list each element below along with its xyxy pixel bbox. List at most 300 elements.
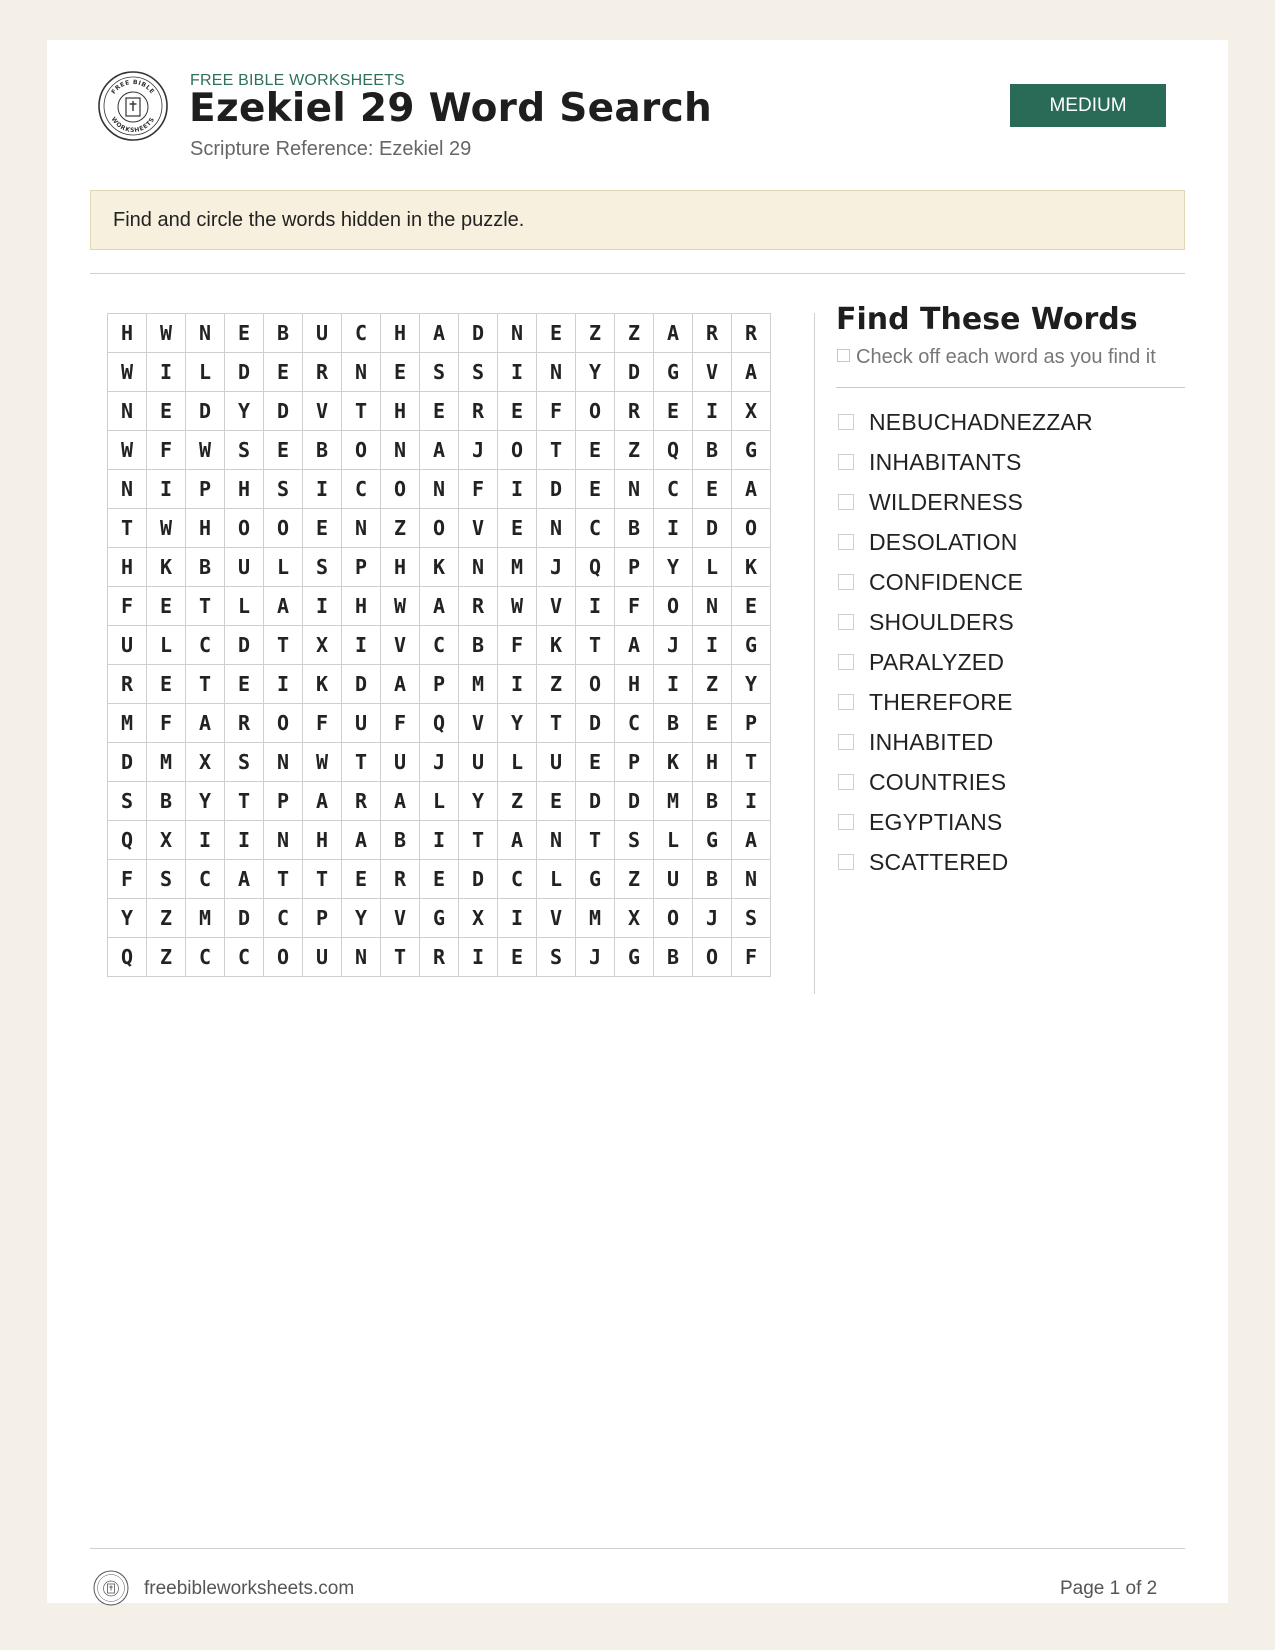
grid-cell[interactable]: A: [225, 860, 264, 899]
grid-cell[interactable]: U: [381, 743, 420, 782]
grid-cell[interactable]: T: [186, 665, 225, 704]
grid-cell[interactable]: F: [108, 860, 147, 899]
grid-cell[interactable]: D: [225, 899, 264, 938]
grid-cell[interactable]: T: [576, 626, 615, 665]
grid-cell[interactable]: E: [225, 314, 264, 353]
word-checkbox[interactable]: [838, 574, 854, 590]
grid-cell[interactable]: O: [342, 431, 381, 470]
grid-cell[interactable]: L: [420, 782, 459, 821]
grid-cell[interactable]: R: [459, 392, 498, 431]
grid-cell[interactable]: B: [381, 821, 420, 860]
grid-cell[interactable]: H: [693, 743, 732, 782]
grid-cell[interactable]: V: [537, 587, 576, 626]
word-list-item[interactable]: [836, 522, 1093, 562]
grid-cell[interactable]: O: [576, 665, 615, 704]
grid-cell[interactable]: I: [420, 821, 459, 860]
word-checkbox[interactable]: [838, 774, 854, 790]
grid-cell[interactable]: I: [498, 353, 537, 392]
grid-cell[interactable]: N: [186, 314, 225, 353]
grid-cell[interactable]: H: [381, 314, 420, 353]
grid-cell[interactable]: N: [693, 587, 732, 626]
grid-cell[interactable]: I: [264, 665, 303, 704]
grid-cell[interactable]: W: [147, 314, 186, 353]
grid-cell[interactable]: C: [615, 704, 654, 743]
grid-cell[interactable]: H: [186, 509, 225, 548]
grid-cell[interactable]: L: [654, 821, 693, 860]
grid-cell[interactable]: G: [732, 431, 771, 470]
grid-cell[interactable]: T: [186, 587, 225, 626]
grid-cell[interactable]: N: [264, 821, 303, 860]
grid-cell[interactable]: R: [420, 938, 459, 977]
grid-cell[interactable]: I: [654, 509, 693, 548]
grid-cell[interactable]: D: [576, 782, 615, 821]
grid-cell[interactable]: T: [225, 782, 264, 821]
grid-cell[interactable]: O: [420, 509, 459, 548]
grid-cell[interactable]: C: [576, 509, 615, 548]
grid-cell[interactable]: P: [264, 782, 303, 821]
grid-cell[interactable]: F: [615, 587, 654, 626]
grid-cell[interactable]: E: [147, 665, 186, 704]
grid-cell[interactable]: O: [264, 938, 303, 977]
grid-cell[interactable]: D: [615, 782, 654, 821]
grid-cell[interactable]: D: [693, 509, 732, 548]
grid-cell[interactable]: J: [654, 626, 693, 665]
grid-cell[interactable]: S: [264, 470, 303, 509]
grid-cell[interactable]: I: [693, 626, 732, 665]
grid-cell[interactable]: I: [732, 782, 771, 821]
grid-cell[interactable]: D: [225, 626, 264, 665]
word-checkbox[interactable]: [838, 534, 854, 550]
grid-cell[interactable]: E: [498, 392, 537, 431]
word-list-item[interactable]: [836, 562, 1093, 602]
grid-cell[interactable]: E: [498, 509, 537, 548]
grid-cell[interactable]: K: [147, 548, 186, 587]
grid-cell[interactable]: S: [225, 431, 264, 470]
grid-cell[interactable]: F: [108, 587, 147, 626]
grid-cell[interactable]: Z: [537, 665, 576, 704]
grid-cell[interactable]: W: [147, 509, 186, 548]
grid-cell[interactable]: A: [381, 782, 420, 821]
word-list-item[interactable]: [836, 482, 1093, 522]
grid-cell[interactable]: N: [108, 470, 147, 509]
grid-cell[interactable]: M: [576, 899, 615, 938]
grid-cell[interactable]: Z: [693, 665, 732, 704]
grid-cell[interactable]: Z: [498, 782, 537, 821]
grid-cell[interactable]: E: [654, 392, 693, 431]
grid-cell[interactable]: E: [342, 860, 381, 899]
grid-cell[interactable]: E: [264, 353, 303, 392]
grid-cell[interactable]: S: [459, 353, 498, 392]
grid-cell[interactable]: S: [108, 782, 147, 821]
grid-cell[interactable]: X: [732, 392, 771, 431]
grid-cell[interactable]: E: [693, 470, 732, 509]
grid-cell[interactable]: N: [420, 470, 459, 509]
grid-cell[interactable]: N: [732, 860, 771, 899]
grid-cell[interactable]: C: [186, 626, 225, 665]
grid-cell[interactable]: F: [147, 431, 186, 470]
grid-cell[interactable]: K: [420, 548, 459, 587]
grid-cell[interactable]: O: [732, 509, 771, 548]
grid-cell[interactable]: B: [693, 431, 732, 470]
grid-cell[interactable]: U: [537, 743, 576, 782]
grid-cell[interactable]: K: [654, 743, 693, 782]
grid-cell[interactable]: W: [303, 743, 342, 782]
grid-cell[interactable]: I: [498, 470, 537, 509]
grid-cell[interactable]: B: [147, 782, 186, 821]
grid-cell[interactable]: I: [342, 626, 381, 665]
grid-cell[interactable]: O: [693, 938, 732, 977]
grid-cell[interactable]: D: [264, 392, 303, 431]
grid-cell[interactable]: D: [576, 704, 615, 743]
grid-cell[interactable]: P: [420, 665, 459, 704]
grid-cell[interactable]: A: [303, 782, 342, 821]
grid-cell[interactable]: E: [420, 860, 459, 899]
grid-cell[interactable]: G: [654, 353, 693, 392]
grid-cell[interactable]: E: [576, 743, 615, 782]
word-checkbox[interactable]: [838, 734, 854, 750]
grid-cell[interactable]: I: [693, 392, 732, 431]
grid-cell[interactable]: P: [615, 743, 654, 782]
grid-cell[interactable]: C: [264, 899, 303, 938]
grid-cell[interactable]: D: [108, 743, 147, 782]
grid-cell[interactable]: O: [498, 431, 537, 470]
grid-cell[interactable]: E: [537, 782, 576, 821]
grid-cell[interactable]: V: [537, 899, 576, 938]
grid-cell[interactable]: P: [342, 548, 381, 587]
grid-cell[interactable]: C: [342, 470, 381, 509]
grid-cell[interactable]: B: [615, 509, 654, 548]
grid-cell[interactable]: H: [615, 665, 654, 704]
grid-cell[interactable]: D: [186, 392, 225, 431]
grid-cell[interactable]: M: [654, 782, 693, 821]
grid-cell[interactable]: W: [498, 587, 537, 626]
grid-cell[interactable]: R: [693, 314, 732, 353]
grid-cell[interactable]: N: [108, 392, 147, 431]
grid-cell[interactable]: D: [615, 353, 654, 392]
grid-cell[interactable]: N: [537, 821, 576, 860]
word-list-item[interactable]: [836, 762, 1093, 802]
grid-cell[interactable]: O: [654, 587, 693, 626]
grid-cell[interactable]: L: [693, 548, 732, 587]
word-checkbox[interactable]: [838, 614, 854, 630]
grid-cell[interactable]: N: [342, 938, 381, 977]
grid-cell[interactable]: X: [459, 899, 498, 938]
grid-cell[interactable]: J: [459, 431, 498, 470]
grid-cell[interactable]: E: [576, 431, 615, 470]
grid-cell[interactable]: G: [576, 860, 615, 899]
grid-cell[interactable]: H: [108, 314, 147, 353]
grid-cell[interactable]: H: [225, 470, 264, 509]
word-checkbox[interactable]: [838, 654, 854, 670]
grid-cell[interactable]: O: [264, 704, 303, 743]
grid-cell[interactable]: P: [615, 548, 654, 587]
grid-cell[interactable]: T: [576, 821, 615, 860]
grid-cell[interactable]: B: [186, 548, 225, 587]
grid-cell[interactable]: F: [303, 704, 342, 743]
grid-cell[interactable]: X: [147, 821, 186, 860]
grid-cell[interactable]: S: [537, 938, 576, 977]
grid-cell[interactable]: E: [303, 509, 342, 548]
word-list-item[interactable]: [836, 842, 1093, 882]
grid-cell[interactable]: E: [693, 704, 732, 743]
grid-cell[interactable]: F: [381, 704, 420, 743]
grid-cell[interactable]: T: [264, 626, 303, 665]
grid-cell[interactable]: Y: [108, 899, 147, 938]
grid-cell[interactable]: U: [303, 938, 342, 977]
grid-cell[interactable]: I: [654, 665, 693, 704]
grid-cell[interactable]: I: [498, 665, 537, 704]
grid-cell[interactable]: A: [381, 665, 420, 704]
word-list-item[interactable]: [836, 802, 1093, 842]
grid-cell[interactable]: Y: [342, 899, 381, 938]
grid-cell[interactable]: I: [147, 353, 186, 392]
grid-cell[interactable]: K: [732, 548, 771, 587]
grid-cell[interactable]: R: [342, 782, 381, 821]
grid-cell[interactable]: N: [537, 509, 576, 548]
grid-cell[interactable]: N: [381, 431, 420, 470]
word-checkbox[interactable]: [838, 694, 854, 710]
footer-site-link[interactable]: freebibleworksheets.com: [144, 1578, 355, 1599]
grid-cell[interactable]: T: [303, 860, 342, 899]
grid-cell[interactable]: R: [459, 587, 498, 626]
grid-cell[interactable]: Z: [615, 860, 654, 899]
grid-cell[interactable]: A: [420, 431, 459, 470]
grid-cell[interactable]: I: [576, 587, 615, 626]
word-checkbox[interactable]: [838, 854, 854, 870]
grid-cell[interactable]: Z: [576, 314, 615, 353]
grid-cell[interactable]: T: [537, 704, 576, 743]
grid-cell[interactable]: I: [225, 821, 264, 860]
grid-cell[interactable]: B: [459, 626, 498, 665]
grid-cell[interactable]: E: [225, 665, 264, 704]
grid-cell[interactable]: M: [147, 743, 186, 782]
grid-cell[interactable]: A: [732, 470, 771, 509]
grid-cell[interactable]: A: [342, 821, 381, 860]
grid-cell[interactable]: Q: [108, 938, 147, 977]
grid-cell[interactable]: M: [459, 665, 498, 704]
grid-cell[interactable]: E: [264, 431, 303, 470]
grid-cell[interactable]: H: [381, 392, 420, 431]
grid-cell[interactable]: E: [732, 587, 771, 626]
grid-cell[interactable]: T: [537, 431, 576, 470]
grid-cell[interactable]: B: [264, 314, 303, 353]
word-list-item[interactable]: [836, 682, 1093, 722]
grid-cell[interactable]: P: [186, 470, 225, 509]
grid-cell[interactable]: B: [693, 860, 732, 899]
grid-cell[interactable]: A: [498, 821, 537, 860]
grid-cell[interactable]: O: [381, 470, 420, 509]
grid-cell[interactable]: Y: [576, 353, 615, 392]
grid-cell[interactable]: F: [147, 704, 186, 743]
word-checkbox[interactable]: [838, 454, 854, 470]
grid-cell[interactable]: P: [303, 899, 342, 938]
grid-cell[interactable]: G: [615, 938, 654, 977]
grid-cell[interactable]: J: [420, 743, 459, 782]
grid-cell[interactable]: Y: [498, 704, 537, 743]
grid-cell[interactable]: O: [264, 509, 303, 548]
grid-cell[interactable]: F: [459, 470, 498, 509]
grid-cell[interactable]: L: [225, 587, 264, 626]
grid-cell[interactable]: D: [537, 470, 576, 509]
grid-cell[interactable]: D: [459, 314, 498, 353]
grid-cell[interactable]: P: [732, 704, 771, 743]
grid-cell[interactable]: E: [147, 392, 186, 431]
grid-cell[interactable]: S: [303, 548, 342, 587]
grid-cell[interactable]: U: [459, 743, 498, 782]
grid-cell[interactable]: C: [654, 470, 693, 509]
grid-cell[interactable]: U: [342, 704, 381, 743]
grid-cell[interactable]: O: [225, 509, 264, 548]
grid-cell[interactable]: A: [420, 314, 459, 353]
grid-cell[interactable]: Y: [225, 392, 264, 431]
grid-cell[interactable]: Q: [654, 431, 693, 470]
grid-cell[interactable]: Y: [732, 665, 771, 704]
grid-cell[interactable]: G: [732, 626, 771, 665]
grid-cell[interactable]: C: [342, 314, 381, 353]
grid-cell[interactable]: Q: [576, 548, 615, 587]
grid-cell[interactable]: Z: [615, 314, 654, 353]
grid-cell[interactable]: K: [537, 626, 576, 665]
grid-cell[interactable]: A: [654, 314, 693, 353]
grid-cell[interactable]: X: [186, 743, 225, 782]
grid-cell[interactable]: G: [693, 821, 732, 860]
grid-cell[interactable]: Z: [147, 899, 186, 938]
grid-cell[interactable]: N: [342, 509, 381, 548]
grid-cell[interactable]: J: [576, 938, 615, 977]
grid-cell[interactable]: E: [537, 314, 576, 353]
grid-cell[interactable]: V: [381, 899, 420, 938]
grid-cell[interactable]: R: [108, 665, 147, 704]
grid-cell[interactable]: V: [693, 353, 732, 392]
word-list-item[interactable]: [836, 442, 1093, 482]
grid-cell[interactable]: A: [186, 704, 225, 743]
grid-cell[interactable]: M: [108, 704, 147, 743]
grid-cell[interactable]: Q: [108, 821, 147, 860]
grid-cell[interactable]: T: [342, 392, 381, 431]
grid-cell[interactable]: H: [381, 548, 420, 587]
grid-cell[interactable]: I: [147, 470, 186, 509]
grid-cell[interactable]: C: [225, 938, 264, 977]
grid-cell[interactable]: Y: [459, 782, 498, 821]
grid-cell[interactable]: Q: [420, 704, 459, 743]
grid-cell[interactable]: U: [303, 314, 342, 353]
grid-cell[interactable]: N: [459, 548, 498, 587]
grid-cell[interactable]: T: [381, 938, 420, 977]
grid-cell[interactable]: Z: [381, 509, 420, 548]
grid-cell[interactable]: A: [732, 821, 771, 860]
word-search-grid[interactable]: [107, 313, 771, 977]
grid-cell[interactable]: V: [381, 626, 420, 665]
grid-cell[interactable]: L: [186, 353, 225, 392]
grid-cell[interactable]: B: [654, 938, 693, 977]
word-list-item[interactable]: [836, 602, 1093, 642]
grid-cell[interactable]: G: [420, 899, 459, 938]
grid-cell[interactable]: R: [615, 392, 654, 431]
word-checkbox[interactable]: [838, 494, 854, 510]
grid-cell[interactable]: J: [693, 899, 732, 938]
grid-cell[interactable]: R: [225, 704, 264, 743]
grid-cell[interactable]: V: [459, 509, 498, 548]
grid-cell[interactable]: U: [225, 548, 264, 587]
word-list-item[interactable]: [836, 642, 1093, 682]
grid-cell[interactable]: M: [186, 899, 225, 938]
word-checkbox[interactable]: [838, 814, 854, 830]
grid-cell[interactable]: E: [381, 353, 420, 392]
grid-cell[interactable]: O: [576, 392, 615, 431]
grid-cell[interactable]: N: [498, 314, 537, 353]
grid-cell[interactable]: C: [186, 860, 225, 899]
grid-cell[interactable]: E: [420, 392, 459, 431]
grid-cell[interactable]: S: [732, 899, 771, 938]
grid-cell[interactable]: W: [108, 431, 147, 470]
grid-cell[interactable]: F: [498, 626, 537, 665]
grid-cell[interactable]: N: [342, 353, 381, 392]
grid-cell[interactable]: T: [342, 743, 381, 782]
grid-cell[interactable]: S: [147, 860, 186, 899]
grid-cell[interactable]: X: [303, 626, 342, 665]
grid-cell[interactable]: A: [615, 626, 654, 665]
grid-cell[interactable]: M: [498, 548, 537, 587]
grid-cell[interactable]: L: [498, 743, 537, 782]
grid-cell[interactable]: E: [147, 587, 186, 626]
grid-cell[interactable]: U: [108, 626, 147, 665]
grid-cell[interactable]: S: [420, 353, 459, 392]
grid-cell[interactable]: L: [147, 626, 186, 665]
grid-cell[interactable]: U: [654, 860, 693, 899]
grid-cell[interactable]: H: [108, 548, 147, 587]
grid-cell[interactable]: D: [459, 860, 498, 899]
grid-cell[interactable]: O: [654, 899, 693, 938]
grid-cell[interactable]: R: [732, 314, 771, 353]
word-list-item[interactable]: [836, 402, 1093, 442]
grid-cell[interactable]: I: [186, 821, 225, 860]
word-checkbox[interactable]: [838, 414, 854, 430]
grid-cell[interactable]: S: [225, 743, 264, 782]
grid-cell[interactable]: A: [264, 587, 303, 626]
grid-cell[interactable]: C: [498, 860, 537, 899]
grid-cell[interactable]: L: [264, 548, 303, 587]
grid-cell[interactable]: I: [303, 587, 342, 626]
grid-cell[interactable]: T: [264, 860, 303, 899]
grid-cell[interactable]: D: [342, 665, 381, 704]
grid-cell[interactable]: B: [303, 431, 342, 470]
grid-cell[interactable]: E: [498, 938, 537, 977]
grid-cell[interactable]: N: [537, 353, 576, 392]
grid-cell[interactable]: C: [420, 626, 459, 665]
grid-cell[interactable]: B: [693, 782, 732, 821]
grid-cell[interactable]: R: [303, 353, 342, 392]
grid-cell[interactable]: F: [537, 392, 576, 431]
grid-cell[interactable]: W: [381, 587, 420, 626]
grid-cell[interactable]: I: [498, 899, 537, 938]
grid-cell[interactable]: S: [615, 821, 654, 860]
grid-cell[interactable]: C: [186, 938, 225, 977]
grid-cell[interactable]: W: [186, 431, 225, 470]
grid-cell[interactable]: T: [459, 821, 498, 860]
grid-cell[interactable]: Y: [186, 782, 225, 821]
grid-cell[interactable]: Z: [147, 938, 186, 977]
grid-cell[interactable]: T: [108, 509, 147, 548]
grid-cell[interactable]: V: [303, 392, 342, 431]
grid-cell[interactable]: W: [108, 353, 147, 392]
grid-cell[interactable]: I: [303, 470, 342, 509]
grid-cell[interactable]: H: [303, 821, 342, 860]
grid-cell[interactable]: A: [732, 353, 771, 392]
word-list-item[interactable]: [836, 722, 1093, 762]
grid-cell[interactable]: X: [615, 899, 654, 938]
grid-cell[interactable]: B: [654, 704, 693, 743]
grid-cell[interactable]: N: [615, 470, 654, 509]
